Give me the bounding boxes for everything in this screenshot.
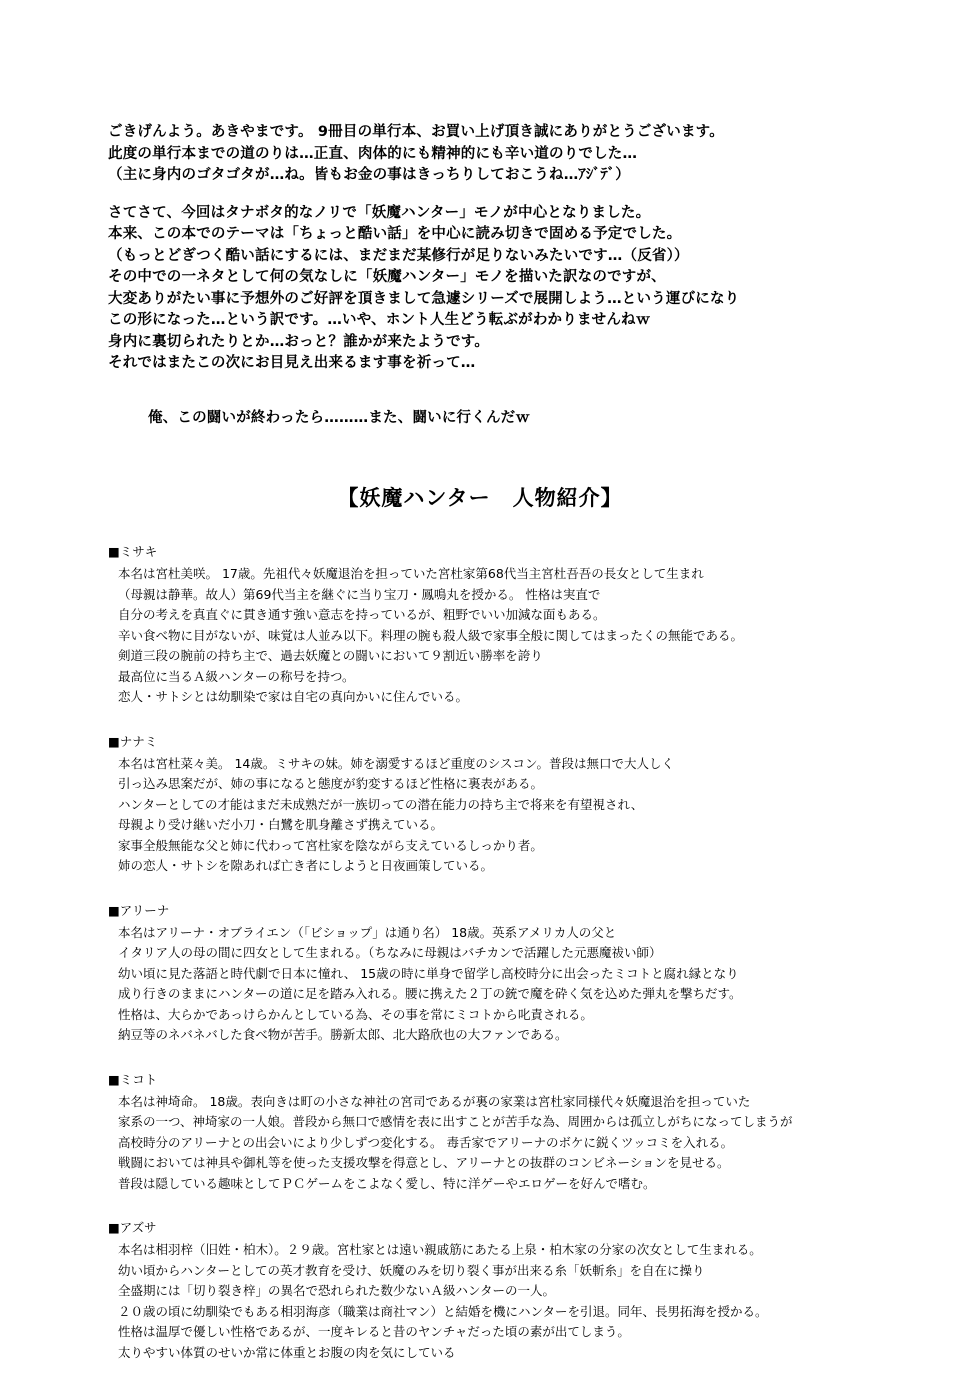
- afterword-line: （主に身内のゴタゴタが…ね。皆もお金の事はきっちりしておこうね…ｱｼﾞﾃﾞ）: [108, 167, 630, 183]
- description-line: 普段は隠している趣味としてＰＣゲームをこよなく愛し、特に洋ゲーやエロゲーを好んで嗜む。: [118, 1175, 656, 1191]
- character-description: [108, 564, 918, 708]
- description-line: 太りやすい体質のせいか常に体重とお腹の肉を気にしている: [118, 1344, 456, 1360]
- afterword-block: [108, 122, 898, 375]
- description-line: 性格は、大らかであっけらかんとしている為、その事を常にミコトから叱責される。: [118, 1006, 593, 1022]
- afterword-line: （もっとどぎつく酷い話にするには、まだまだ某修行が足りないみたいです…（反省））: [108, 247, 689, 264]
- character-profile: [108, 1070, 918, 1195]
- afterword-line: その中での一ネタとして何の気なしに「妖魔ハンター」モノを描いた訳なのですが、: [108, 269, 666, 285]
- character-profile: [108, 542, 918, 708]
- character-profile: [108, 901, 918, 1046]
- description-line: 性格は温厚で優しい性格であるが、一度キレると昔のヤンチャだった頃の素が出てしまう。: [118, 1324, 630, 1339]
- description-line: 全盛期には「切り裂き梓」の異名で恐れられた数少ないＡ級ハンターの一人。: [118, 1283, 556, 1298]
- description-line: 姉の恋人・サトシを隙あれば亡き者にしようと日夜画策している。: [118, 858, 494, 873]
- character-description: [108, 1092, 918, 1195]
- description-line: イタリア人の母の間に四女として生まれる。（ちなみに母親はバチカンで活躍した元悪魔祓い師）: [118, 945, 662, 960]
- description-line: 本名は宮杜美咲。 17歳。先祖代々妖魔退治を担っていた宮杜家第68代当主宮杜吾吾の長女として生まれ: [118, 566, 704, 581]
- afterword-closing-line: 俺、この闘いが終わったら………また、闘いに行くんだｗ: [148, 410, 531, 426]
- character-name: ■ミコト: [108, 1071, 158, 1087]
- character-name: ■ナナミ: [108, 733, 158, 749]
- description-line: ２０歳の頃に幼馴染でもある相羽海彦（職業は商社マン）と結婚を機にハンターを引退。同年、長男拓海を授かる。: [118, 1303, 768, 1319]
- description-line: ハンターとしての才能はまだ未成熟だが一族切っての潜在能力の持ち主で将来を有望視され、: [118, 796, 644, 812]
- afterword-line: 大変ありがたい事に予想外のご好評を頂きまして急遽シリーズで展開しよう…という運びになり: [108, 290, 740, 307]
- character-description: [108, 754, 918, 877]
- character-name: ■ミサキ: [108, 544, 158, 559]
- description-line: 引っ込み思案だが、姉の事になると態度が豹変するほど性格に裏表がある。: [118, 776, 544, 791]
- character-description: [108, 1240, 918, 1363]
- afterword-line: この形になった…という訳です。…いや、ホント人生どう転ぶがわかりませんねｗ: [108, 312, 651, 328]
- description-line: 最高位に当るＡ級ハンターの称号を持つ。: [118, 668, 355, 684]
- description-line: 自分の考えを真直ぐに貫き通す強い意志を持っているが、粗野でいい加減な面もある。: [118, 607, 606, 622]
- afterword-line: ごきげんよう。あきやまです。 9冊目の単行本、お買い上げ頂き誠にありがとうございます。: [108, 124, 724, 140]
- description-line: 納豆等のネバネバした食べ物が苦手。勝新太郎、北大路欣也の大ファンである。: [118, 1027, 568, 1042]
- afterword-line: さてさて、今回はタナボタ的なノリで「妖魔ハンター」モノが中心となりました。: [108, 204, 651, 221]
- description-line: 家事全般無能な父と姉に代わって宮杜家を陰ながら支えているしっかり者。: [118, 837, 543, 853]
- character-profile: [108, 1218, 918, 1363]
- afterword-line: 本来、この本でのテーマは「ちょっと酷い話」を中心に読み切きで固める予定でした。: [108, 226, 682, 242]
- character-name: ■アリーナ: [108, 902, 170, 918]
- description-line: 成り行きのままにハンターの道に足を踏み入れる。腰に携えた２丁の銃で魔を砕く気を込めた弾丸を撃ちだす。: [118, 986, 742, 1001]
- afterword-line: 此度の単行本までの道のりは…正直、肉体的にも精神的にも辛い道のりでした…: [108, 145, 638, 162]
- character-profile: [108, 732, 918, 877]
- description-line: 幼い頃からハンターとしての英才教育を受け、妖魔のみを切り裂く事が出来る糸「妖斬糸」を自在に操り: [118, 1262, 705, 1278]
- description-line: 本名は相羽梓（旧姓・柏木）。２９歳。宮杜家とは遠い親戚筋にあたる上泉・柏木家の分家の次女として生まれる。: [118, 1242, 762, 1257]
- description-line: 母親より受け継いだ小刀・白鷺を肌身離さず携えている。: [118, 817, 444, 832]
- description-line: 幼い頃に見た落語と時代劇で日本に憧れ、 15歳の時に単身で留学し高校時分に出会ったミコトと腐れ縁となり: [118, 965, 739, 981]
- description-line: 本名はアリーナ・オブライエン（「ビショップ」は通り名） 18歳。英系アメリカ人の父と: [118, 924, 617, 940]
- description-line: 戦闘においては神具や御札等を使った支援攻撃を得意とし、アリーナとの抜群のコンビネーションを見せる。: [118, 1155, 730, 1170]
- section-heading: 【妖魔ハンター 人物紹介】: [337, 486, 623, 510]
- afterword-line: 身内に裏切られたりとか…おっと？誰かが来たようです。: [108, 333, 490, 350]
- description-line: 剣道三段の腕前の持ち主で、過去妖魔との闘いにおいて９割近い勝率を誇り: [118, 648, 543, 663]
- description-line: 本名は神埼命。 18歳。表向きは町の小さな神社の宮司であるが裏の家業は宮杜家同様代々妖魔退治を担っていた: [118, 1093, 751, 1109]
- description-line: 本名は宮杜菜々美。 14歳。ミサキの妹。姉を溺愛するほど重度のシスコン。普段は無口で大人しく: [118, 755, 675, 771]
- description-line: 家系の一つ、神埼家の一人娘。普段から無口で感情を表に出すことが苦手な為、周囲からは孤立しがちになってしまうが: [118, 1114, 793, 1129]
- description-line: 辛い食べ物に目がないが、味覚は人並み以下。料理の腕も殺人級で家事全般に関してはまったくの無能である。: [118, 627, 744, 643]
- description-line: 恋人・サトシとは幼馴染で家は自宅の真向かいに住んでいる。: [118, 689, 469, 704]
- description-line: （母親は静華。故人）第69代当主を継ぐに当り宝刀・鳳鳴丸を授かる。 性格は実直で: [118, 586, 601, 602]
- character-description: [108, 923, 918, 1046]
- character-profile-list: [108, 542, 918, 1387]
- afterword-line: それではまたこの次にお目見え出来るます事を祈って…: [108, 355, 476, 371]
- character-name: ■アズサ: [108, 1220, 157, 1235]
- description-line: 高校時分のアリーナとの出会いにより少しずつ変化する。 毒舌家でアリーナのボケに鋭くツッコミを入れる。: [118, 1134, 734, 1150]
